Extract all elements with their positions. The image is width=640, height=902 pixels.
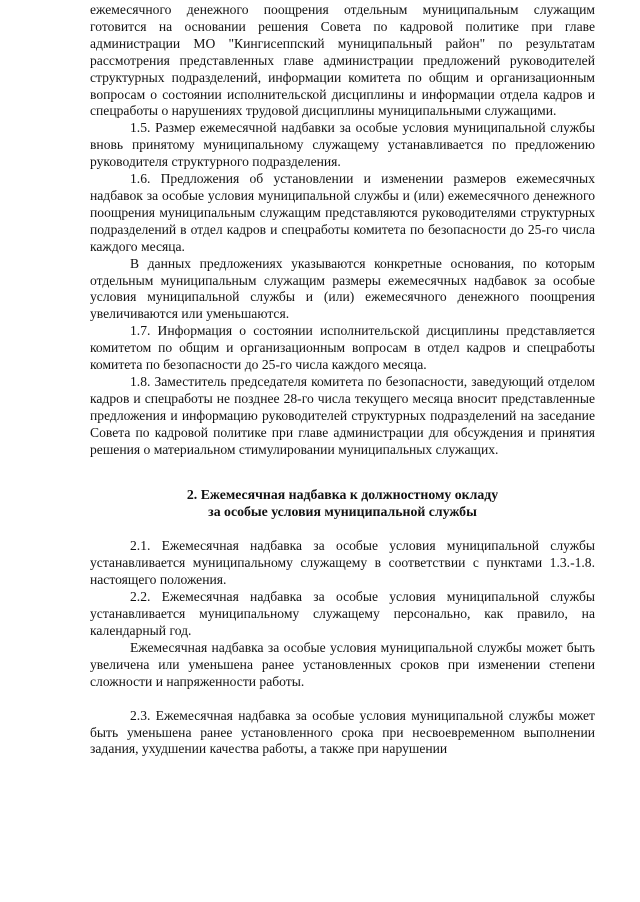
- paragraph-proposals-details: В данных предложениях указываются конкретные основания, по которым отдельным муниципальным служащим размеры ежемесячных надбавок за особые условия муниципальной службы и (или) ежемесячного денежного поощрения увеличиваются или уменьшаются.: [90, 255, 595, 322]
- paragraph-2-2: 2.2. Ежемесячная надбавка за особые условия муниципальной службы устанавливается муниципальному служащему персонально, как правило, на календарный год.: [90, 589, 595, 638]
- paragraph-2-1: 2.1. Ежемесячная надбавка за особые условия муниципальной службы устанавливается муниципальному служащему в соответствии с пунктами 1.3.-1.8. настоящего положения.: [90, 538, 595, 588]
- paragraph-1-5: 1.5. Размер ежемесячной надбавки за особые условия муниципальной службы вновь принятому муниципальному служащему устанавливается по предложению руководителя структурного подразделения.: [90, 120, 595, 170]
- paragraph-1-7: 1.7. Информация о состоянии исполнительской дисциплины представляется комитетом по общим и организационным вопросам в отдел кадров и спецработы комитета по безопасности до 25-го числа каждого месяца.: [90, 323, 595, 373]
- section-heading-line-1: 2. Ежемесячная надбавка к должностному окладу: [186, 487, 499, 503]
- section-heading: [90, 486, 595, 520]
- paragraph-1-6: 1.6. Предложения об установлении и изменении размеров ежемесячных надбавок за особые условия муниципальной службы и (или) ежемесячного денежного поощрения муниципальным служащим представляются руководителями структурных подразделений в отдел кадров и спецработы комитета по безопасности до 25-го числа каждого месяца.: [90, 171, 595, 254]
- paragraph-2-3: 2.3. Ежемесячная надбавка за особые условия муниципальной службы может быть уменьшена ранее установленного срока при несвоевременном выполнении задания, ухудшении качества работы, а также при нарушении: [90, 707, 595, 757]
- paragraph-continuation: ежемесячного денежного поощрения отдельным муниципальным служащим готовится на основании решения Совета по кадровой политике при главе администрации МО "Кингисеппский муниципальный район" по результатам рассмотрения представленных главе администрации предложений руководителей структурных подразделений, информации комитета по общим и организационным вопросам о состоянии исполнительской дисциплины и информации отдела кадров и спецработы о нарушениях трудовой дисциплины муниципальными служащими.: [90, 2, 595, 119]
- paragraph-1-8: 1.8. Заместитель председателя комитета по безопасности, заведующий отделом кадров и спецработы не позднее 28-го числа текущего месяца вносит представленные предложения и информацию руководителей структурных подразделений на заседание Совета по кадровой политике при главе администрации для обсуждения и принятия решения о материальном стимулировании муниципальных служащих.: [90, 373, 595, 457]
- document-page: [90, 2, 595, 758]
- section-heading-line-2: за особые условия муниципальной службы: [208, 504, 477, 520]
- paragraph-2-2-change: Ежемесячная надбавка за особые условия муниципальной службы может быть увеличена или уменьшена ранее установленных сроков при изменении степени сложности и напряженности работы.: [90, 639, 595, 689]
